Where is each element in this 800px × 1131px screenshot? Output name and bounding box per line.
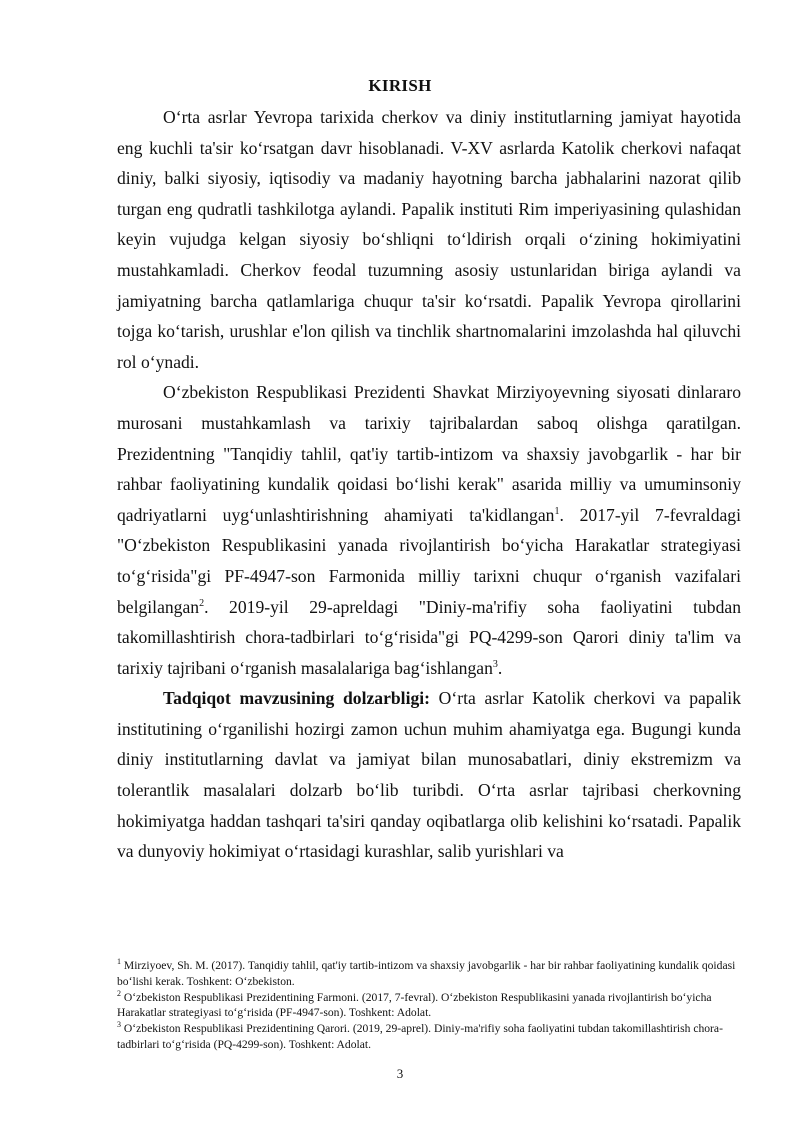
paragraph-relevance <box>117 683 741 867</box>
paragraph-intro: O‘rta asrlar Yevropa tarixida cherkov va diniy institutlarning jamiyat hayotida eng kuchli ta'sir ko‘rsatgan davr hisoblanadi. V-XV asrlarda Katolik cherkovi nafaqat diniy, balki siyosiy, iqtisodiy va madaniy hayotning barcha jabhalarini nazorat qilib turgan eng qudratli tashkilotga aylandi. Papalik instituti Rim imperiyasining qulashidan keyin vujudga kelgan siyosiy bo‘shliqni to‘ldirish orqali o‘zining hokimiyatini mustahkamladi. Cherkov feodal tuzumning asosiy ustunlaridan biriga aylandi va jamiyatning barcha qatlamlariga chuqur ta'sir ko‘rsatdi. Papalik Yevropa qirollarini tojga ko‘tarish, urushlar e'lon qilish va tinchlik shartnomalarini imzolashda hal qiluvchi rol o‘ynadi. <box>117 107 741 372</box>
relevance-heading: Tadqiqot mavzusining dolzarbligi: <box>163 688 430 709</box>
footnote-text: Mirziyoev, Sh. M. (2017). Tanqidiy tahlil, qat'iy tartib-intizom va shaxsiy javobgarlik - har bir rahbar faoliyatining kundalik qoidasi bo‘lishi kerak. Toshkent: O‘zbekiston. <box>117 959 736 988</box>
footnote-text: O‘zbekiston Respublikasi Prezidentining Qarori. (2019, 29-aprel). Diniy-ma'rifiy soha faoliyatini tubdan takomillashtirish chora-tadbirlari to‘g‘risida (PQ-4299-son). Toshkent: Adolat. <box>117 1022 723 1051</box>
footnote-1 <box>117 958 743 990</box>
paragraph-text: O‘rta asrlar Katolik cherkovi va papalik institutining o‘rganilishi hozirgi zamon uchun muhim ahamiyatga ega. Bugungi kunda diniy institutlarning davlat va jamiyat bilan munosabatlari, diniy ekstremizm va tolerantlik masalalari dolzarb bo‘lib turibdi. O‘rta asrlar tajribasi cherkovning hokimiyatga haddan tashqari ta'siri qanday oqibatlarga olib kelishini ko‘rsatadi. Papalik va dunyoviy hokimiyat o‘rtasidagi kurashlar, salib yurishlari va <box>117 688 741 862</box>
footnote-text: O‘zbekiston Respublikasi Prezidentining Farmoni. (2017, 7-fevral). O‘zbekiston Respublikasini yanada rivojlantirish bo‘yicha Harakatlar strategiyasi to‘g‘risida (PF-4947-son). Toshkent: Adolat. <box>117 990 712 1020</box>
footnote-number: 3 <box>117 1020 121 1030</box>
footnotes <box>117 958 743 1053</box>
body-text <box>117 102 741 867</box>
footnote-ref-2[interactable]: 2 <box>199 597 205 609</box>
footnote-2 <box>117 990 743 1022</box>
paragraph-text: . 2019-yil 29-apreldagi "Diniy-ma'rifiy soha faoliyatini tubdan takomillashtirish chora-tadbirlari to‘g‘risida"gi PQ-4299-son Qarori diniy ta'lim va tarixiy tajribani o‘rganish masalalariga bag‘ishlangan <box>117 596 741 678</box>
footnote-number: 1 <box>117 957 121 967</box>
paragraph-text: . <box>497 657 503 678</box>
footnote-ref-1[interactable]: 1 <box>554 505 560 517</box>
paragraph-text: O‘zbekiston Respublikasi Prezidenti Shavkat Mirziyoyevning siyosati dinlararo murosani mustahkamlash va tarixiy tajribalardan saboq olishga qaratilgan. Prezidentning "Tanqidiy tahlil, qat'iy tartib-intizom va shaxsiy javobgarlik - har bir rahbar faoliyatining kundalik qoidasi bo‘lishi kerak" asarida milliy va umuminsoniy qadriyatlarni uyg‘unlashtirishning ahamiyati ta'kidlangan <box>117 382 741 525</box>
footnote-number: 2 <box>117 988 121 998</box>
page-number: 3 <box>396 1066 404 1081</box>
paragraph-text: . 2017-yil 7-fevraldagi "O‘zbekiston Respublikasini yanada rivojlantirish bo‘yicha Harakatlar strategiyasi to‘g‘risida"gi PF-4947-son Farmonida milliy tarixni chuqur o‘rganish vazifalari belgilangan <box>117 504 741 617</box>
paragraph-president-policy <box>117 377 741 683</box>
footnote-3 <box>117 1021 743 1053</box>
footnote-ref-3[interactable]: 3 <box>492 658 498 670</box>
page-title: KIRISH <box>368 76 432 95</box>
